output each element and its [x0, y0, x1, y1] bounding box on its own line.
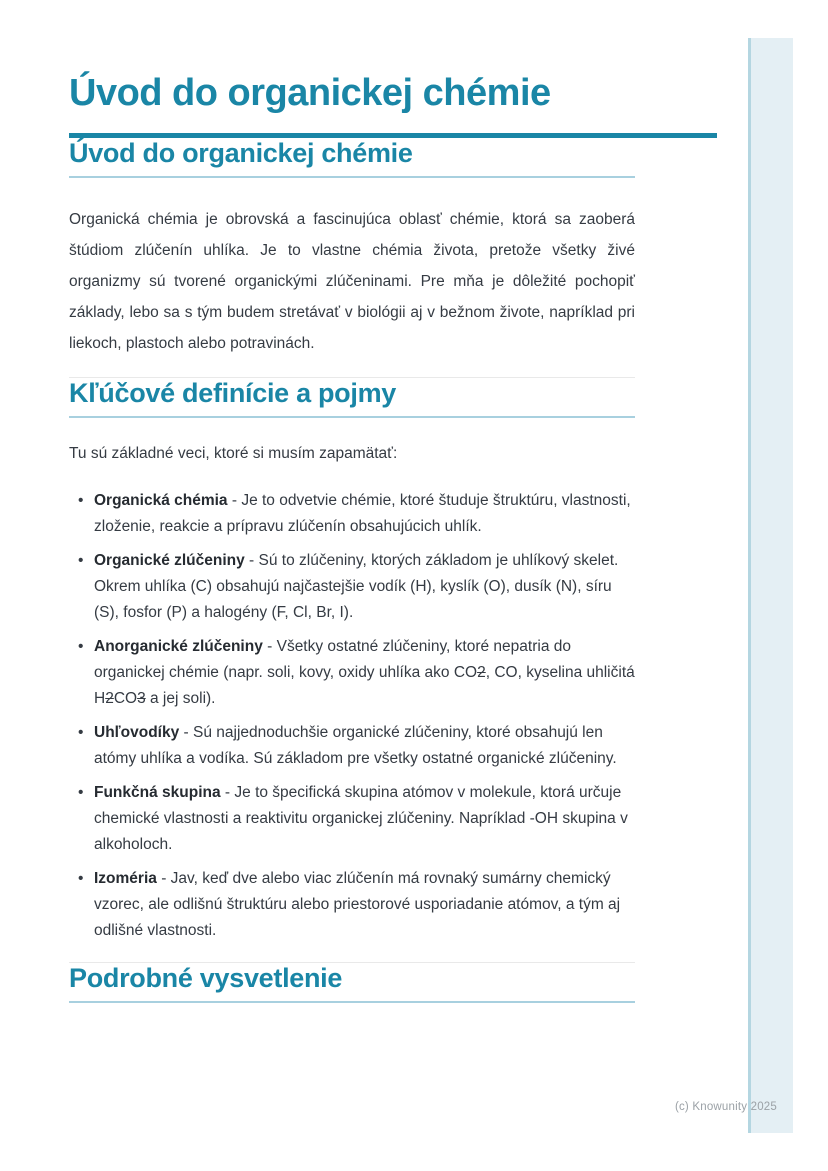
- definition-term: Organické zlúčeniny: [94, 552, 245, 570]
- definition-item: [69, 720, 635, 772]
- definition-text: , CO, kyselina uhličitá H: [94, 664, 635, 708]
- section-heading-definitions: Kľúčové definície a pojmy: [69, 378, 635, 418]
- definition-text: - Jav, keď dve alebo viac zlúčenín má rovnaký sumárny chemický vzorec, ale odlišnú štruktúru alebo priestorové usporiadanie atómov, a tým aj odlišné vlastnosti.: [94, 870, 621, 940]
- page-title: Úvod do organickej chémie: [69, 72, 551, 114]
- section-intro: [69, 138, 635, 359]
- definition-term: Izoméria: [94, 870, 157, 888]
- definition-text: CO: [113, 690, 138, 708]
- definition-text: - Je to špecifická skupina atómov v molekule, ktorá určuje chemické vlastnosti a reaktivitu organickej zlúčeniny. Napríklad -OH skupina v alkoholoch.: [94, 784, 628, 854]
- definition-term: Uhľovodíky: [94, 724, 180, 742]
- section-detail: [69, 963, 635, 1003]
- definition-term: Funkčná skupina: [94, 784, 221, 802]
- definition-text: - Všetky ostatné zlúčeniny, ktoré nepatria do organickej chémie (napr. soli, kovy, oxidy uhlíka ako CO: [94, 638, 571, 682]
- definition-text: a jej soli).: [145, 690, 216, 708]
- strikethrough-text: 3: [137, 690, 146, 708]
- definitions-intro: Tu sú základné veci, ktoré si musím zapamätať:: [69, 445, 398, 463]
- definitions-list: [69, 488, 635, 944]
- definition-text: - Sú to zlúčeniny, ktorých základom je uhlíkový skelet. Okrem uhlíka (C) obsahujú najčastejšie vodík (H), kyslík (O), dusík (N), síru (S), fosfor (P) a halogény (F, Cl, Br, I).: [94, 552, 619, 622]
- strikethrough-text: 2: [477, 664, 486, 682]
- definition-item: [69, 548, 635, 626]
- definition-text: - Sú najjednoduchšie organické zlúčeniny, ktoré obsahujú len atómy uhlíka a vodíka. Sú základom pre všetky ostatné organické zlúčeniny.: [94, 724, 617, 768]
- definition-text: - Je to odvetvie chémie, ktoré študuje štruktúru, vlastnosti, zloženie, reakcie a prípravu zlúčenín obsahujúcich uhlík.: [94, 492, 631, 536]
- definition-item: [69, 488, 635, 540]
- definition-item: [69, 780, 635, 858]
- right-accent-bar: [748, 38, 793, 1133]
- definition-term: Anorganické zlúčeniny: [94, 638, 263, 656]
- section-heading-intro: Úvod do organickej chémie: [69, 138, 635, 178]
- document-content: [69, 0, 635, 1003]
- footer-credit: (c) Knowunity 2025: [674, 1101, 777, 1113]
- section-heading-detail: Podrobné vysvetlenie: [69, 963, 635, 1003]
- section-definitions: [69, 378, 635, 944]
- definition-item: [69, 634, 635, 712]
- definition-term: Organická chémia: [94, 492, 228, 510]
- intro-paragraph: Organická chémia je obrovská a fascinujúca oblasť chémie, ktorá sa zaoberá štúdiom zlúčenín uhlíka. Je to vlastne chémia života, pretože všetky živé organizmy sú tvorené organickými zlúčeninami. Pre mňa je dôležité pochopiť základy, lebo sa s tým budem stretávať v biológii aj v bežnom živote, napríklad pri liekoch, plastoch alebo potravinách.: [69, 211, 635, 353]
- definition-item: [69, 866, 635, 944]
- strikethrough-text: 2: [105, 690, 114, 708]
